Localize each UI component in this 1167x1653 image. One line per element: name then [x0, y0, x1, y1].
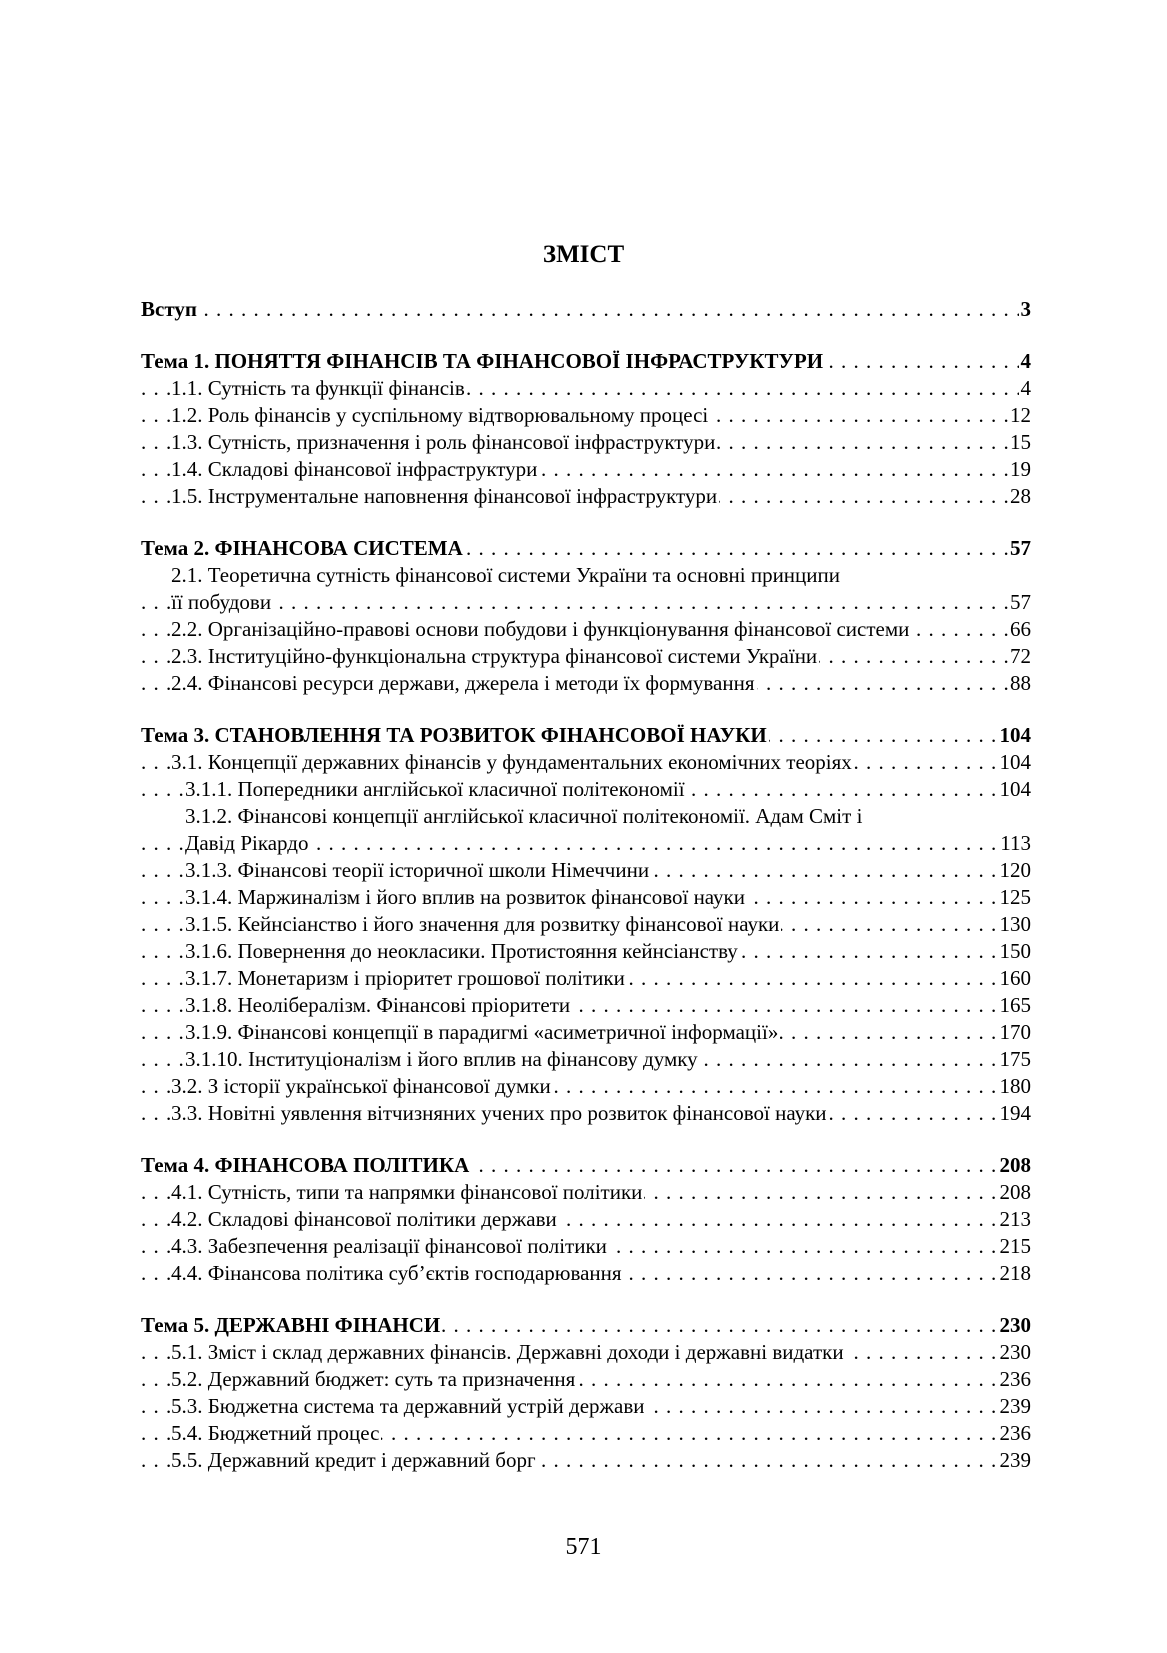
toc-entry-page: 236 — [999, 1367, 1031, 1391]
toc-entry-page: 120 — [999, 858, 1031, 882]
toc-entry-page: 194 — [999, 1101, 1031, 1125]
toc-entry-label: 3.1.5. Кейнсіанство і його значення для розвитку фінансової науки — [185, 912, 780, 936]
toc-chapter[interactable] — [141, 722, 1031, 749]
toc-entry-page: 4 — [1020, 376, 1031, 400]
toc-entry-page: 208 — [999, 1153, 1031, 1177]
toc-entry[interactable] — [141, 1393, 1031, 1420]
toc-entry-label: її побудови — [171, 590, 272, 614]
toc-entry-page: 12 — [1010, 403, 1031, 427]
toc-entry-page: 165 — [999, 993, 1031, 1017]
toc-entry-label: 5.1. Зміст і склад державних фінансів. Державні доходи і державні видатки — [171, 1340, 844, 1364]
toc-entry-page: 19 — [1010, 457, 1031, 481]
toc-entry-label: 2.4. Фінансові ресурси держави, джерела і методи їх формування — [171, 671, 755, 695]
toc-entry[interactable] — [141, 1179, 1031, 1206]
toc-entry[interactable] — [141, 1447, 1031, 1474]
toc-entry-page: 239 — [999, 1448, 1031, 1472]
toc-entry-page: 15 — [1010, 430, 1031, 454]
toc-entry-label: 3.1.6. Повернення до неокласики. Протистояння кейнсіанству — [185, 939, 738, 963]
toc-entry[interactable] — [141, 1420, 1031, 1447]
toc-entry-page: 4 — [1020, 349, 1031, 373]
toc-chapter[interactable] — [141, 296, 1031, 323]
toc-entry-page: 213 — [999, 1207, 1031, 1231]
toc-entry-label: 4.1. Сутність, типи та напрямки фінансової політики — [171, 1180, 643, 1204]
toc-entry[interactable] — [141, 965, 1031, 992]
dot-leader — [141, 296, 1031, 323]
toc-entry[interactable] — [141, 402, 1031, 429]
toc-entry[interactable] — [141, 1019, 1031, 1046]
toc-entry-label: 4.3. Забезпечення реалізації фінансової політики — [171, 1234, 607, 1258]
toc-entry-label: 3.1.4. Маржиналізм і його вплив на розвиток фінансової науки — [185, 885, 745, 909]
toc-entry-page: 230 — [999, 1340, 1031, 1364]
toc-entry[interactable] — [141, 938, 1031, 965]
toc-entry[interactable] — [141, 616, 1031, 643]
toc-entry-page: 57 — [1010, 536, 1031, 560]
toc-entry-label: 3.1. Концепції державних фінансів у фундаментальних економічних теоріях — [171, 750, 852, 774]
footer-page-number: 571 — [565, 1534, 602, 1560]
toc-entry-page: 104 — [999, 723, 1031, 747]
toc-entry-label: 1.1. Сутність та функції фінансів — [171, 376, 465, 400]
toc-entry-label: 3.1.9. Фінансові концепції в парадигмі «асиметричної інформації» — [185, 1020, 779, 1044]
toc-entry-label: 1.4. Складові фінансової інфраструктури — [171, 457, 538, 481]
toc-entry-label: 1.5. Інструментальне наповнення фінансової інфраструктури — [171, 484, 718, 508]
toc-entry[interactable] — [141, 456, 1031, 483]
toc-entry-line — [141, 562, 1031, 589]
toc-entry[interactable] — [141, 643, 1031, 670]
toc-entry[interactable] — [141, 375, 1031, 402]
toc-chapter[interactable] — [141, 535, 1031, 562]
toc-entry[interactable] — [141, 884, 1031, 911]
toc-entry-label: Тема 3. СТАНОВЛЕННЯ ТА РОЗВИТОК ФІНАНСОВОЇ НАУКИ — [141, 723, 767, 747]
toc-entry-page: 72 — [1010, 644, 1031, 668]
toc-entry-page: 57 — [1010, 590, 1031, 614]
toc-entry[interactable] — [141, 589, 1031, 616]
toc-entry-label: 5.3. Бюджетна система та державний устрій держави — [171, 1394, 645, 1418]
toc-entry[interactable] — [141, 830, 1031, 857]
toc-entry-page: 239 — [999, 1394, 1031, 1418]
toc-entry-page: 150 — [999, 939, 1031, 963]
toc-entry[interactable] — [141, 776, 1031, 803]
toc-gap — [141, 323, 1031, 348]
toc-gap — [141, 697, 1031, 722]
table-of-contents — [141, 296, 1031, 1474]
toc-entry[interactable] — [141, 1339, 1031, 1366]
toc-gap — [141, 1287, 1031, 1312]
toc-entry-page: 130 — [999, 912, 1031, 936]
toc-entry-page: 160 — [999, 966, 1031, 990]
toc-entry-label: 4.4. Фінансова політика суб’єктів господарювання — [171, 1261, 622, 1285]
page-title: ЗМІСТ — [542, 241, 625, 268]
toc-gap — [141, 1127, 1031, 1152]
toc-entry-label: 5.2. Державний бюджет: суть та призначення — [171, 1367, 576, 1391]
toc-gap — [141, 510, 1031, 535]
dot-leader — [141, 589, 1031, 616]
toc-entry-label: 3.2. З історії української фінансової думки — [171, 1074, 551, 1098]
toc-entry-page: 104 — [999, 750, 1031, 774]
toc-entry-label: 3.1.1. Попередники англійської класичної політекономії — [185, 777, 685, 801]
toc-entry-page: 170 — [999, 1020, 1031, 1044]
toc-entry-label: 1.2. Роль фінансів у суспільному відтворювальному процесі — [171, 403, 709, 427]
toc-entry-page: 218 — [999, 1261, 1031, 1285]
toc-entry-label: 3.1.7. Монетаризм і пріоритет грошової політики — [185, 966, 625, 990]
toc-entry[interactable] — [141, 670, 1031, 697]
toc-entry-page: 66 — [1010, 617, 1031, 641]
toc-entry[interactable] — [141, 911, 1031, 938]
toc-entry[interactable] — [141, 1100, 1031, 1127]
toc-entry-page: 28 — [1010, 484, 1031, 508]
toc-entry-label: 5.5. Державний кредит і державний борг — [171, 1448, 536, 1472]
toc-entry-page: 3 — [1020, 297, 1031, 321]
toc-entry[interactable] — [141, 1366, 1031, 1393]
toc-entry-label: 1.3. Сутність, призначення і роль фінансової інфраструктури — [171, 430, 716, 454]
toc-entry[interactable] — [141, 857, 1031, 884]
toc-entry[interactable] — [141, 1206, 1031, 1233]
toc-entry[interactable] — [141, 1233, 1031, 1260]
toc-entry-page: 208 — [999, 1180, 1031, 1204]
toc-entry-page: 215 — [999, 1234, 1031, 1258]
toc-entry[interactable] — [141, 1260, 1031, 1287]
toc-entry-label: 5.4. Бюджетний процес — [171, 1421, 380, 1445]
toc-entry-label: 2.3. Інституційно-функціональна структура фінансової системи України — [171, 644, 818, 668]
toc-entry[interactable] — [141, 1046, 1031, 1073]
toc-chapter[interactable] — [141, 348, 1031, 375]
toc-entry-line — [141, 803, 1031, 830]
toc-entry-label: 2.2. Організаційно-правові основи побудови і функціонування фінансової системи — [171, 617, 910, 641]
toc-entry-label: 3.1.3. Фінансові теорії історичної школи Німеччини — [185, 858, 650, 882]
toc-entry-label: 4.2. Складові фінансової політики держави — [171, 1207, 557, 1231]
toc-entry-label: Вступ — [141, 297, 197, 321]
toc-entry-label: 3.3. Новітні уявлення вітчизняних учених про розвиток фінансової науки — [171, 1101, 827, 1125]
toc-entry-page: 104 — [999, 777, 1031, 801]
toc-entry[interactable] — [141, 1073, 1031, 1100]
toc-entry-page: 113 — [1000, 831, 1031, 855]
toc-entry-page: 180 — [999, 1074, 1031, 1098]
toc-entry-page: 88 — [1010, 671, 1031, 695]
toc-entry-label: Тема 2. ФІНАНСОВА СИСТЕМА — [141, 536, 463, 560]
toc-entry-label: 3.1.2. Фінансові концепції англійської класичної політекономії. Адам Сміт і — [185, 804, 863, 828]
toc-entry-label: Тема 5. ДЕРЖАВНІ ФІНАНСИ — [141, 1313, 441, 1337]
toc-entry[interactable] — [141, 429, 1031, 456]
toc-entry-page: 125 — [999, 885, 1031, 909]
toc-entry[interactable] — [141, 749, 1031, 776]
toc-entry-label: 3.1.10. Інституціоналізм і його вплив на фінансову думку — [185, 1047, 698, 1071]
toc-entry[interactable] — [141, 992, 1031, 1019]
toc-entry-label: Тема 4. ФІНАНСОВА ПОЛІТИКА — [141, 1153, 470, 1177]
toc-entry-label: 3.1.8. Неолібералізм. Фінансові пріоритети — [185, 993, 571, 1017]
toc-entry-page: 230 — [999, 1313, 1031, 1337]
toc-chapter[interactable] — [141, 1312, 1031, 1339]
toc-entry-page: 236 — [999, 1421, 1031, 1445]
toc-entry-page: 175 — [999, 1047, 1031, 1071]
toc-entry-label: Давід Рікардо — [185, 831, 309, 855]
toc-entry[interactable] — [141, 483, 1031, 510]
toc-entry-label: 2.1. Теоретична сутність фінансової системи України та основні принципи — [171, 563, 840, 587]
toc-chapter[interactable] — [141, 1152, 1031, 1179]
toc-entry-label: Тема 1. ПОНЯТТЯ ФІНАНСІВ ТА ФІНАНСОВОЇ ІНФРАСТРУКТУРИ — [141, 349, 824, 373]
